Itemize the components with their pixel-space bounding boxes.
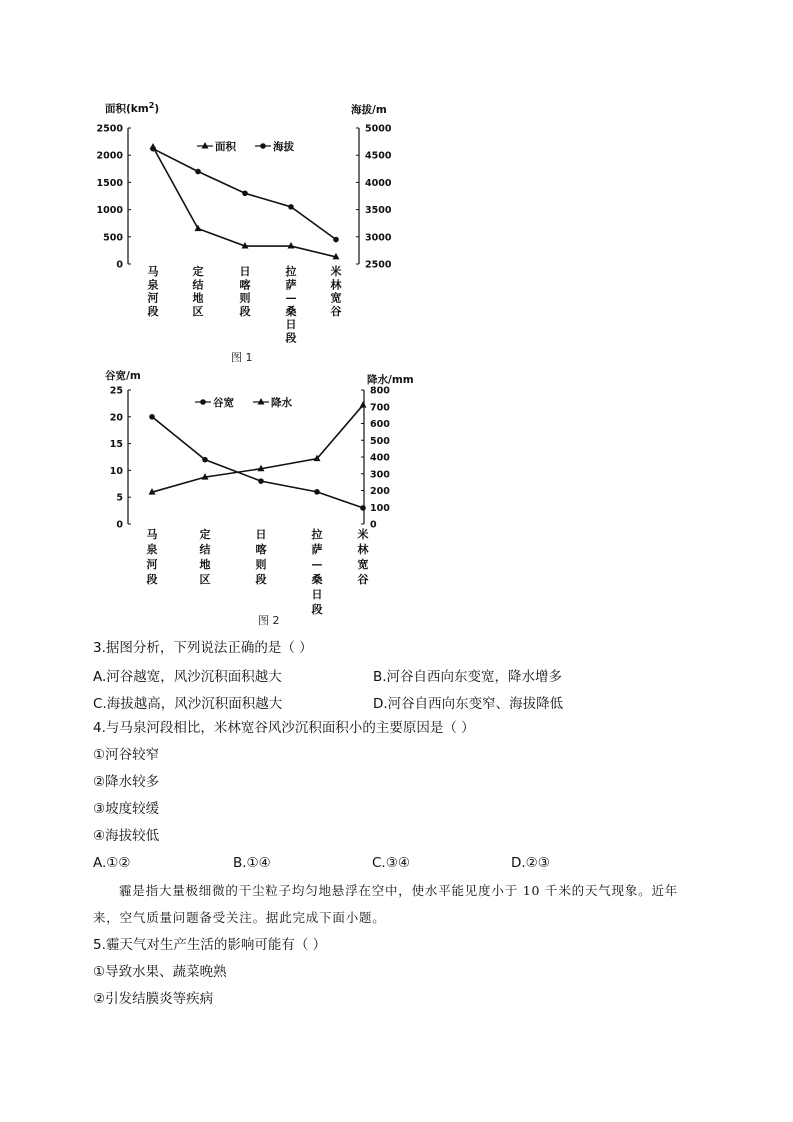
fig1-category-label: 段: [147, 304, 159, 318]
fig1-series-海拔-point: [150, 146, 156, 152]
fig1-category-label: 日: [285, 318, 297, 332]
fig1-legend-label: 面积: [215, 141, 236, 153]
fig1-category-label: 马: [147, 265, 159, 278]
fig2-right-tick-label: 200: [370, 486, 390, 497]
fig1-category-label: 泉: [147, 278, 159, 292]
fig2-category-label: 拉: [311, 528, 323, 541]
figure-1-caption: 图 1: [231, 351, 253, 364]
fig2-series-谷宽-point: [360, 505, 366, 511]
fig2-right-tick-label: 0: [370, 519, 377, 531]
fig2-right-tick-label: 700: [370, 402, 390, 414]
fig1-category-label: 拉: [285, 265, 297, 278]
question-3-option-a: A.河谷越宽，风沙沉积面积越大: [93, 669, 282, 685]
fig2-category-label: 喀: [255, 543, 267, 556]
fig1-legend-marker: [202, 142, 209, 149]
fig1-category-label: 桑: [285, 304, 297, 318]
figure-1-chart: [95, 100, 425, 350]
fig2-category-label: 日: [255, 528, 267, 541]
fig1-category-label: 河: [147, 291, 159, 305]
fig1-category-label: 段: [285, 331, 297, 345]
fig1-series-面积-line: [153, 147, 336, 257]
question-4-item-3: ③坡度较缓: [93, 801, 160, 817]
fig2-category-label: 段: [255, 573, 267, 586]
fig2-left-axis-title: 谷宽/m: [105, 370, 141, 382]
fig1-series-海拔-point: [242, 190, 248, 196]
fig2-legend-marker: [258, 398, 265, 405]
fig2-category-label: 河: [146, 558, 158, 571]
fig2-category-label: 则: [255, 558, 267, 571]
fig1-left-tick-label: 2500: [96, 123, 123, 135]
fig1-left-axis-title: 面积$(km^2)$: [105, 101, 160, 115]
question-4-stem: 4.与马泉河段相比，米林宽谷风沙沉积面积小的主要原因是（ ）: [93, 720, 475, 736]
fig1-category-label: 宽: [330, 291, 342, 305]
fig1-legend-marker: [260, 143, 266, 149]
fig1-legend-label: 海拔: [273, 141, 294, 153]
question-5-item-2: ②引发结膜炎等疾病: [93, 991, 214, 1007]
fig2-category-label: 马: [146, 528, 158, 541]
fig1-category-label: 地: [192, 291, 204, 305]
question-4-option-d: D.②③: [511, 855, 550, 871]
figure-2-chart: [95, 368, 425, 616]
fig2-category-label: 地: [199, 558, 211, 571]
figure-2-svg: [95, 368, 425, 616]
fig2-category-label: 定: [199, 528, 211, 541]
fig2-left-tick-label: 20: [109, 412, 123, 424]
fig2-right-tick-label: 400: [370, 452, 390, 464]
fig1-category-label: 日: [239, 265, 251, 278]
fig2-category-label: 段: [146, 573, 158, 586]
fig1-right-tick-label: 4000: [365, 177, 392, 189]
fig1-right-tick-label: 5000: [365, 123, 392, 135]
fig2-right-tick-label: 800: [370, 385, 390, 397]
fig1-left-tick-label: 1500: [96, 177, 123, 189]
fig2-right-tick-label: 100: [370, 502, 390, 514]
fig2-category-label: 萨: [311, 543, 323, 556]
question-4-item-4: ④海拔较低: [93, 828, 160, 844]
fig1-series-海拔-point: [195, 169, 201, 175]
question-3-option-b: B.河谷自西向东变宽，降水增多: [373, 669, 563, 685]
fig1-series-海拔-point: [288, 204, 294, 210]
fig2-right-tick-label: 500: [370, 435, 390, 447]
fig1-series-海拔-point: [333, 237, 339, 243]
fig1-category-label: 萨: [285, 278, 297, 292]
fig2-category-label: 宽: [357, 558, 369, 571]
figure-2-caption: 图 2: [258, 614, 280, 627]
fig1-category-label: 段: [239, 304, 251, 318]
question-3-stem: 3.据图分析，下列说法正确的是（ ）: [93, 640, 313, 656]
fig2-series-谷宽-point: [314, 489, 320, 495]
fig2-left-tick-label: 15: [109, 439, 123, 451]
question-4-option-c: C.③④: [372, 855, 410, 871]
fig1-right-axis-title: 海拔/m: [351, 104, 387, 116]
fig2-right-axis-title: 降水/mm: [367, 374, 414, 386]
question-4-item-2: ②降水较多: [93, 774, 160, 790]
fig1-left-tick-label: 0: [116, 259, 123, 271]
fig1-category-label: 区: [192, 304, 204, 318]
fig2-category-label: 泉: [146, 543, 158, 556]
fig1-category-label: 结: [192, 278, 204, 292]
fig2-category-label: 段: [311, 603, 323, 616]
fig2-series-谷宽-point: [149, 414, 155, 420]
fig2-left-tick-label: 5: [116, 492, 123, 504]
fig1-right-tick-label: 3000: [365, 232, 392, 244]
question-5-item-1: ①导致水果、蔬菜晚熟: [93, 964, 227, 980]
fig1-right-tick-label: 4500: [365, 150, 392, 162]
fig2-legend-label: 谷宽: [213, 397, 234, 409]
haze-passage: 霾是指大量极细微的干尘粒子均匀地悬浮在空中，使水平能见度小于 10 千米的天气现象。近年来，空气质量问题备受关注。据此完成下面小题。: [93, 883, 679, 925]
fig1-right-tick-label: 2500: [365, 259, 392, 271]
fig2-legend-label: 降水: [271, 397, 292, 409]
question-3-option-d: D.河谷自西向东变窄、海拔降低: [373, 696, 564, 712]
fig2-legend-marker: [200, 399, 206, 405]
fig2-left-tick-label: 0: [116, 519, 123, 531]
question-4-item-1: ①河谷较窄: [93, 747, 160, 763]
fig2-category-label: 区: [199, 573, 211, 586]
fig1-category-label: 定: [192, 265, 204, 278]
fig2-category-label: 日: [311, 588, 323, 601]
fig2-category-label: 结: [199, 543, 211, 556]
fig1-category-label: 米: [330, 265, 342, 278]
question-4-option-a: A.①②: [93, 855, 131, 871]
figure-1-svg: [95, 100, 425, 350]
fig1-category-label: 林: [330, 278, 342, 292]
fig2-right-tick-label: 300: [370, 469, 390, 481]
fig1-category-label: 则: [239, 291, 251, 305]
fig2-series-谷宽-line: [152, 417, 363, 508]
fig2-series-谷宽-point: [202, 457, 208, 463]
fig1-left-tick-label: 1000: [96, 205, 123, 217]
fig2-category-label: 米: [357, 528, 369, 541]
fig1-right-tick-label: 3500: [365, 205, 392, 217]
fig1-category-label: —: [285, 291, 297, 305]
fig2-category-label: 谷: [357, 573, 369, 586]
fig2-left-tick-label: 10: [109, 465, 123, 477]
fig2-category-label: —: [311, 558, 323, 571]
question-4-option-b: B.①④: [233, 855, 271, 871]
question-5-stem: 5.霾天气对生产生活的影响可能有（ ）: [93, 937, 327, 953]
fig2-series-谷宽-point: [258, 478, 264, 484]
fig1-category-label: 谷: [330, 304, 342, 318]
fig2-left-tick-label: 25: [109, 385, 123, 397]
fig1-category-label: 喀: [239, 278, 251, 292]
question-3-option-c: C.海拔越高，风沙沉积面积越大: [93, 696, 283, 712]
fig1-left-tick-label: 500: [103, 232, 123, 244]
fig2-category-label: 桑: [311, 573, 323, 586]
fig1-left-tick-label: 2000: [96, 150, 123, 162]
fig2-category-label: 林: [357, 543, 369, 556]
fig2-series-降水-point: [360, 401, 367, 408]
fig2-right-tick-label: 600: [370, 419, 390, 430]
